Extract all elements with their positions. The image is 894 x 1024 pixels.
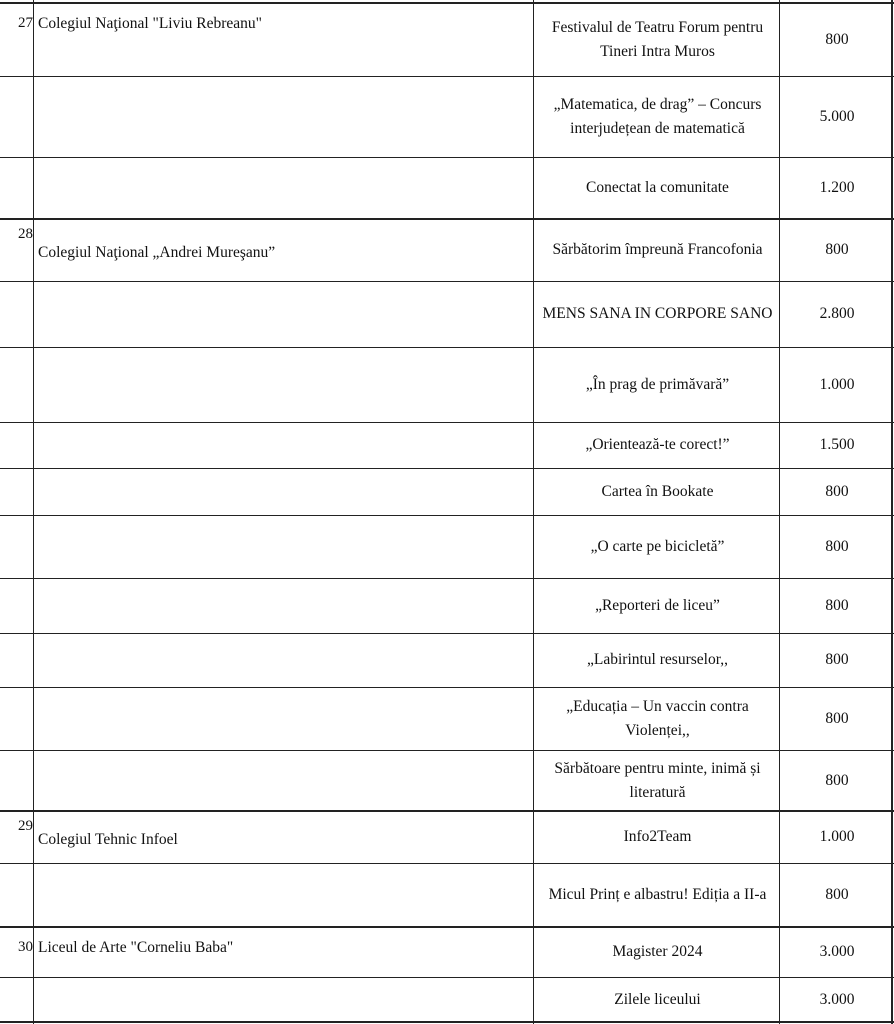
amount-value: 3.000	[819, 943, 855, 960]
amount-value: 800	[825, 771, 849, 789]
school-name: Colegiul Tehnic Infoel	[38, 831, 178, 848]
project-name: Zilele liceului	[614, 990, 701, 1008]
amount-value: 1.200	[819, 179, 855, 196]
amount-value: 5.000	[819, 107, 855, 125]
amount-value: 800	[825, 709, 849, 727]
school-name: Colegiul Naţional "Liviu Rebreanu"	[38, 15, 263, 32]
project-name: Sărbătoare pentru minte, inimă și literatură	[554, 759, 761, 801]
amount-value: 800	[825, 482, 849, 500]
amount-value: 3.000	[819, 990, 855, 1008]
project-name: „Orientează-te corect!”	[585, 436, 730, 453]
column-border	[33, 0, 34, 1024]
project-name: Conectat la comunitate	[586, 179, 729, 196]
project-name: Info2Team	[623, 828, 692, 845]
amount-value: 1.000	[819, 375, 855, 393]
amount-value: 1.000	[819, 828, 855, 845]
amount-value: 800	[825, 886, 849, 903]
row-number: 30	[18, 939, 33, 955]
column-border	[533, 0, 534, 1024]
amount-value: 800	[825, 241, 849, 258]
project-name: „O carte pe bicicletă”	[590, 537, 725, 555]
amount-value: 800	[825, 30, 849, 48]
project-name: Festivalul de Teatru Forum pentru Tineri Intra Muros	[551, 18, 764, 60]
project-name: Magister 2024	[612, 943, 703, 960]
school-name: Colegiul Naţional „Andrei Mureşanu”	[38, 244, 276, 261]
project-name: „În prag de primăvară”	[585, 375, 730, 393]
amount-value: 800	[825, 537, 849, 555]
project-name: Sărbătorim împreună Francofonia	[552, 241, 763, 258]
amount-value: 1.500	[819, 436, 855, 453]
amount-value: 800	[825, 651, 849, 668]
amount-value: 2.800	[819, 305, 855, 322]
project-name: „Reporteri de liceu”	[595, 596, 720, 614]
project-name: „Matematica, de drag” – Concurs interjudețean de matematică	[553, 95, 762, 137]
column-border	[779, 0, 780, 1024]
project-name: MENS SANA IN CORPORE SANO	[542, 305, 773, 322]
project-name: „Educația – Un vaccin contra Violenței,,	[566, 697, 749, 739]
row-number: 28	[18, 226, 33, 242]
project-name: Cartea în Bookate	[601, 482, 714, 500]
project-name: „Labirintul resurselor,,	[587, 651, 728, 668]
school-name: Liceul de Arte "Corneliu Baba"	[38, 939, 234, 956]
row-number: 29	[18, 818, 33, 834]
row-number: 27	[18, 15, 33, 31]
project-name: Micul Prinț e albastru! Ediția a II-a	[548, 886, 767, 903]
amount-value: 800	[825, 596, 849, 614]
